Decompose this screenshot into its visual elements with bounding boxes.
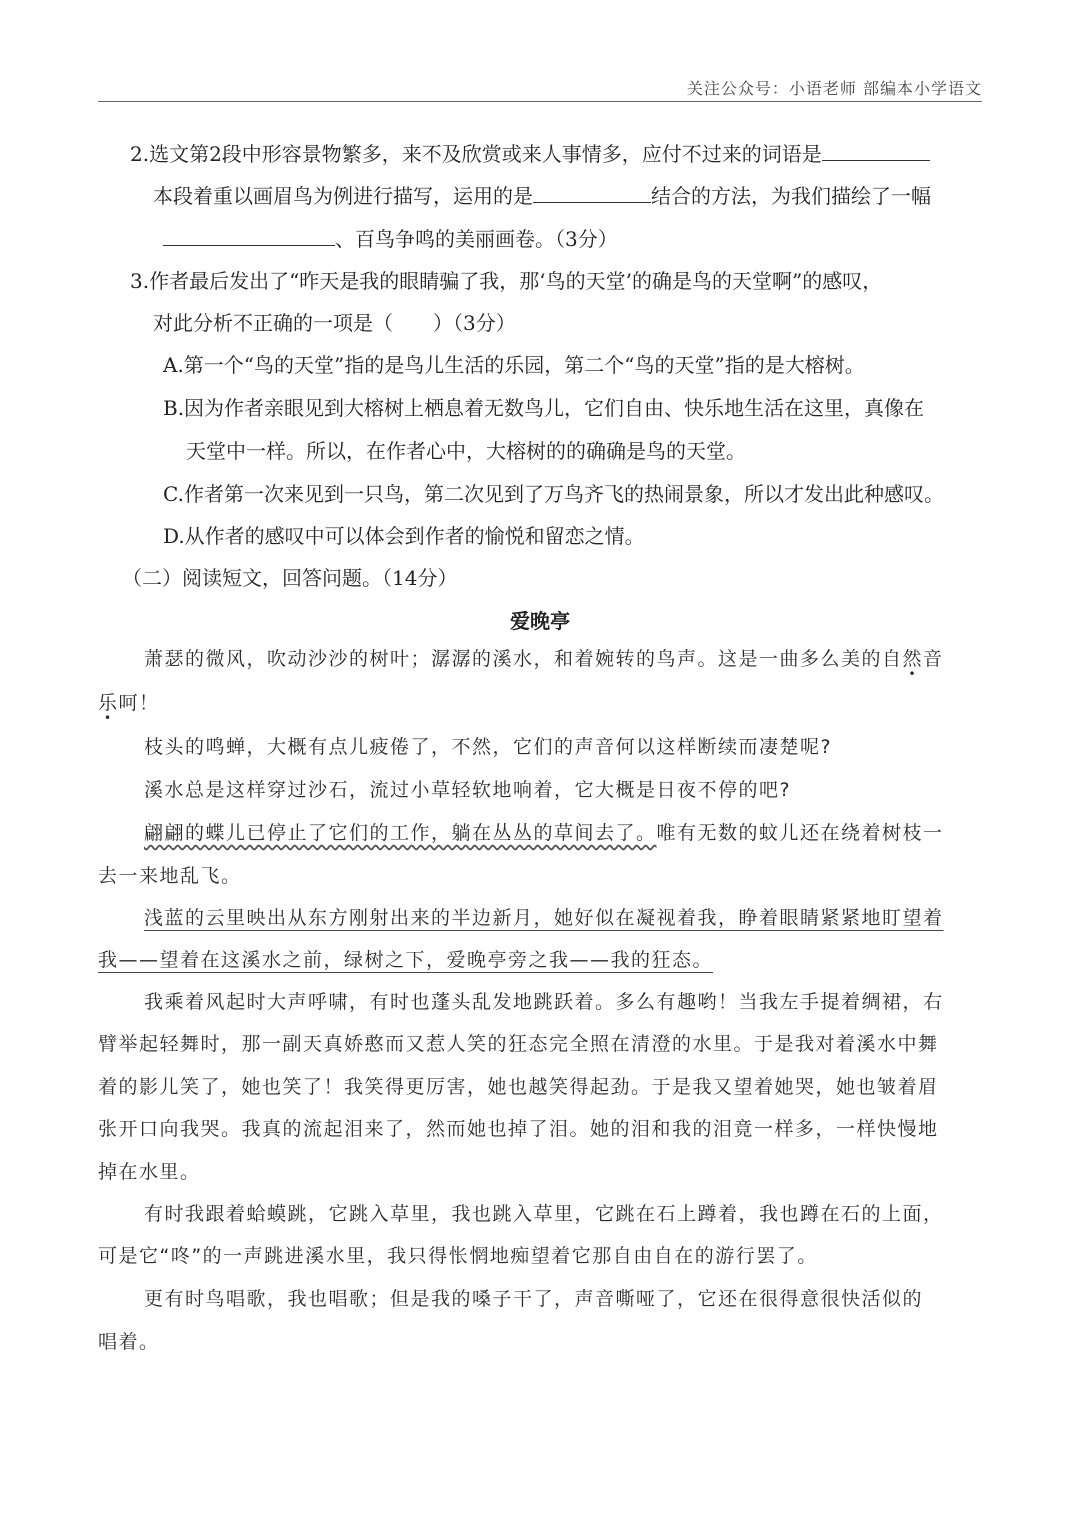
- passage-p4-line-2: 去一来地乱飞。: [98, 865, 242, 887]
- passage-p6-line-4: 张开口向我哭。我真的流起泪来了，然而她也掉了泪。她的泪和我的泪竟一样多，一样快慢地: [98, 1118, 939, 1140]
- option-b-line-1[interactable]: B.因为作者亲眼见到大榕树上栖息着无数鸟儿，它们自由、快乐地生活在这里，真像在: [163, 396, 925, 420]
- passage-text: 呵！: [118, 692, 160, 714]
- passage-p6-line-3: 着的影儿笑了，她也笑了！我笑得更厉害，她也越笑得起劲。于是我又望着她哭，她也皱着眉: [98, 1076, 939, 1098]
- passage-p2: 枝头的鸣蝉，大概有点儿疲倦了，不然，它们的声音何以这样断续而凄楚呢?: [144, 736, 833, 758]
- passage-p4-line-1: [144, 818, 944, 848]
- passage-p6-line-5: 掉在水里。: [98, 1161, 201, 1183]
- passage-p7-line-2: 可是它“咚”的一声跳进溪水里，我只得怅惘地痴望着它那自由自在的游行罢了。: [98, 1245, 818, 1267]
- question-2-text: 、百鸟争鸣的美丽画卷。（3分）: [335, 227, 618, 251]
- answer-blank[interactable]: [163, 223, 335, 246]
- question-2-text: 2.选文第2段中形容景物繁多，来不及欣赏或来人事情多，应付不过来的词语是: [130, 142, 822, 166]
- passage-text: 唯有无数的蚊儿还在绕着树枝一: [656, 822, 944, 844]
- emphasis-dot: 乐: [98, 692, 119, 714]
- passage-p6-line-2: 臂举起轻舞时，那一副天真娇憨而又惹人笑的狂态完全照在清澄的水里。于是我对着溪水中舞: [98, 1033, 939, 1055]
- option-c[interactable]: C.作者第一次来见到一只鸟，第二次见到了万鸟齐飞的热闹景象，所以才发出此种感叹。: [163, 482, 944, 506]
- question-3-line-1: 3.作者最后发出了“昨天是我的眼睛骗了我，那‘鸟的天堂’的确是鸟的天堂啊”的感叹，: [130, 269, 883, 293]
- underlined-sentence-line-2: 我——望着在这溪水之前，绿树之下，爱晚亭旁之我——我的狂态。: [98, 949, 714, 971]
- answer-blank[interactable]: [533, 180, 651, 203]
- passage-title: 爱晚亭: [510, 609, 570, 633]
- emphasis-dots: 自然音: [882, 648, 944, 670]
- passage-p1-line-2: [98, 688, 160, 718]
- passage-p1-line-1: [144, 644, 944, 674]
- answer-blank[interactable]: [822, 138, 930, 161]
- question-2-line-2: [153, 180, 931, 211]
- passage-p8-line-1: 更有时鸟唱歌，我也唱歌；但是我的嗓子干了，声音嘶哑了，它还在很得意很快活似的: [144, 1288, 924, 1310]
- passage-p6-line-1: 我乘着风起时大声呼啸，有时也蓬头乱发地跳跃着。多么有趣哟！当我左手提着绸裙，右: [144, 991, 944, 1013]
- passage-p7-line-1: 有时我跟着蛤蟆跳，它跳入草里，我也跳入草里，它跳在石上蹲着，我也蹲在石的上面，: [144, 1203, 944, 1225]
- question-3-line-2: 对此分析不正确的一项是（ ）（3分）: [153, 311, 516, 335]
- passage-p8-line-2: 唱着。: [98, 1331, 160, 1353]
- question-2-line-1: [130, 138, 930, 169]
- question-2-text: 本段着重以画眉鸟为例进行描写，运用的是: [153, 184, 533, 208]
- passage-p3: 溪水总是这样穿过沙石，流过小草轻软地响着，它大概是日夜不停的吧?: [144, 779, 792, 801]
- question-2-text: 结合的方法，为我们描绘了一幅: [651, 184, 931, 208]
- page-header: 关注公众号：小语老师 部编本小学语文: [686, 79, 982, 98]
- option-b-line-2: 天堂中一样。所以，在作者心中，大榕树的的确确是鸟的天堂。: [186, 439, 746, 463]
- option-a[interactable]: A.第一个“鸟的天堂”指的是鸟儿生活的乐园，第二个“鸟的天堂”指的是大榕树。: [163, 353, 865, 377]
- section-heading: （二）阅读短文，回答问题。（14分）: [122, 566, 458, 590]
- passage-text: 萧瑟的微风，吹动沙沙的树叶；潺潺的溪水，和着婉转的鸟声。这是一曲多么美的: [144, 648, 883, 670]
- wavy-underlined-sentence: 翩翩的蝶儿已停止了它们的工作，躺在丛丛的草间去了。: [144, 822, 657, 844]
- underlined-sentence-line-1: 浅蓝的云里映出从东方刚射出来的半边新月，她好似在凝视着我，睁着眼睛紧紧地盯望着: [144, 907, 944, 929]
- option-d[interactable]: D.从作者的感叹中可以体会到作者的愉悦和留恋之情。: [163, 524, 645, 548]
- question-2-line-3: [163, 223, 618, 254]
- header-divider: [98, 101, 982, 102]
